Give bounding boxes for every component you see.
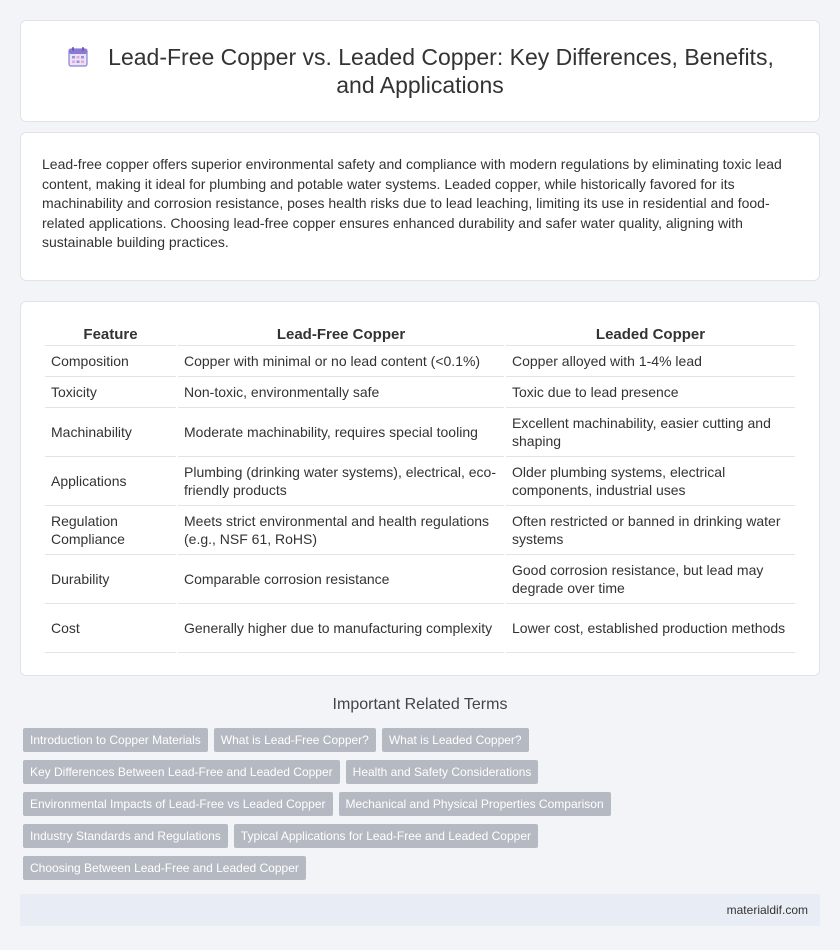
table-cell-lead-free: Plumbing (drinking water systems), electrical, eco-friendly products [178, 457, 504, 506]
table-row [45, 506, 795, 555]
table-cell-feature: Regulation Compliance [45, 506, 176, 555]
table-row [45, 408, 795, 457]
tag-introduction-copper[interactable]: Introduction to Copper Materials [23, 728, 208, 752]
related-terms-list [23, 728, 819, 880]
tag-key-differences[interactable]: Key Differences Between Lead-Free and Leaded Copper [23, 760, 340, 784]
table-header-row [45, 322, 795, 346]
table-cell-lead-free: Copper with minimal or no lead content (<0.1%) [178, 346, 504, 377]
table-cell-feature: Durability [45, 555, 176, 604]
table-row [45, 377, 795, 408]
tag-what-is-leaded[interactable]: What is Leaded Copper? [382, 728, 529, 752]
table-cell-lead-free: Non-toxic, environmentally safe [178, 377, 504, 408]
tag-health-safety[interactable]: Health and Safety Considerations [346, 760, 539, 784]
table-header-leaded: Leaded Copper [506, 322, 795, 346]
page-title [61, 43, 779, 99]
page-title-text: Lead-Free Copper vs. Leaded Copper: Key Differences, Benefits, and Applications [108, 44, 774, 98]
table-cell-feature: Applications [45, 457, 176, 506]
table-cell-lead-free: Meets strict environmental and health regulations (e.g., NSF 61, RoHS) [178, 506, 504, 555]
table-cell-feature: Machinability [45, 408, 176, 457]
table-cell-leaded: Older plumbing systems, electrical components, industrial uses [506, 457, 795, 506]
tag-typical-applications[interactable]: Typical Applications for Lead-Free and Leaded Copper [234, 824, 538, 848]
table-row [45, 604, 795, 653]
tag-industry-standards[interactable]: Industry Standards and Regulations [23, 824, 228, 848]
tag-choosing-between[interactable]: Choosing Between Lead-Free and Leaded Copper [23, 856, 306, 880]
footer-site-link[interactable]: materialdif.com [726, 903, 808, 917]
tag-mechanical-properties[interactable]: Mechanical and Physical Properties Comparison [339, 792, 611, 816]
table-cell-leaded: Good corrosion resistance, but lead may degrade over time [506, 555, 795, 604]
comparison-table [43, 322, 797, 653]
related-terms-title: Important Related Terms [332, 696, 508, 713]
table-cell-leaded: Often restricted or banned in drinking water systems [506, 506, 795, 555]
table-cell-feature: Composition [45, 346, 176, 377]
table-header-lead-free: Lead-Free Copper [178, 322, 504, 346]
intro-card [20, 132, 820, 281]
table-cell-leaded: Copper alloyed with 1-4% lead [506, 346, 795, 377]
table-cell-feature: Toxicity [45, 377, 176, 408]
tag-environmental-impacts[interactable]: Environmental Impacts of Lead-Free vs Leaded Copper [23, 792, 333, 816]
table-cell-lead-free: Moderate machinability, requires special tooling [178, 408, 504, 457]
comparison-card [20, 301, 820, 676]
table-cell-feature: Cost [45, 604, 176, 653]
calendar-icon [66, 45, 90, 69]
table-cell-lead-free: Generally higher due to manufacturing complexity [178, 604, 504, 653]
tag-what-is-lead-free[interactable]: What is Lead-Free Copper? [214, 728, 376, 752]
table-row [45, 555, 795, 604]
table-cell-leaded: Lower cost, established production methods [506, 604, 795, 653]
table-cell-lead-free: Comparable corrosion resistance [178, 555, 504, 604]
table-header-feature: Feature [45, 322, 176, 346]
intro-paragraph: Lead-free copper offers superior environmental safety and compliance with modern regulations by eliminating toxic lead content, making it ideal for plumbing and potable water systems. Leaded copper, while historically favored for its machinability and corrosion resistance, poses health risks due to lead leaching, limiting its use in residential and food-related applications. Choosing lead-free copper ensures enhanced durability and safer water quality, aligning with sustainable building practices. [42, 156, 782, 250]
footer [20, 894, 820, 926]
title-card [20, 20, 820, 122]
table-cell-leaded: Excellent machinability, easier cutting and shaping [506, 408, 795, 457]
table-row [45, 457, 795, 506]
table-cell-leaded: Toxic due to lead presence [506, 377, 795, 408]
table-row [45, 346, 795, 377]
